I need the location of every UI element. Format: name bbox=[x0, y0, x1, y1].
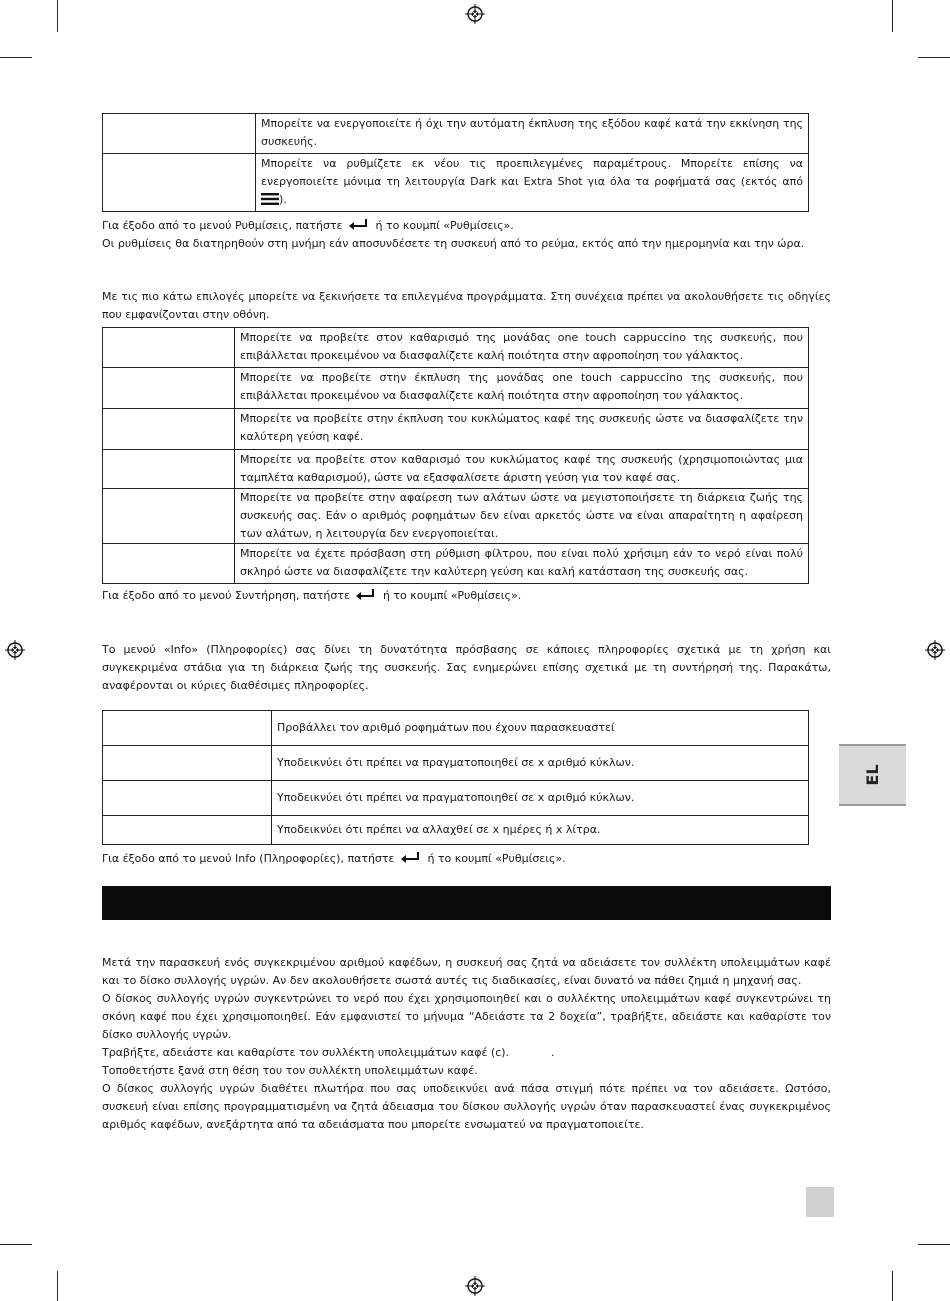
maintenance-key-cell bbox=[103, 409, 235, 450]
settings-table bbox=[102, 113, 809, 212]
maintenance-exit-note bbox=[102, 587, 831, 605]
maintenance-key-cell bbox=[103, 450, 235, 489]
table-row bbox=[103, 409, 809, 450]
emptying-paragraph-2: Ο δίσκος συλλογής υγρών συγκεντρώνει το νερό που έχει χρησιμοποιηθεί και ο συλλέκτης υπολειμμάτων καφέ συγκεντρώνει τη σκόνη καφέ που έχει χρησιμοποιηθεί. Εάν εμφανιστεί το μήνυμα “Αδειάστε τα 2 δοχεία”, τραβήξτε, αδειάστε και καθαρίστε τον δίσκο συλλογής υγρών. bbox=[102, 992, 831, 1041]
exit-note-text: Για έξοδο από το μενού Ρυθμίσεις, πατήστε bbox=[102, 219, 343, 232]
info-key-cell bbox=[103, 781, 272, 816]
info-intro: Το μενού «Info» (Πληροφορίες) σας δίνει τη δυνατότητα πρόσβασης σε κάποιες πληροφορίες σχετικά με τη χρήση και συγκεκριμένα στάδια για τη διάρκεια ζωής της συσκευής. Σας ενημερώνει επίσης σχετικά με τη συντήρησή της. Παρακάτω, αναφέρονται οι κύριες διαθέσιμες πληροφορίες. bbox=[102, 643, 831, 692]
emptying-text: . bbox=[551, 1046, 555, 1059]
table-row bbox=[103, 154, 809, 212]
table-row bbox=[103, 746, 809, 781]
info-exit-note bbox=[102, 850, 831, 868]
registration-mark-icon bbox=[5, 640, 25, 660]
section-header-bar bbox=[102, 886, 831, 920]
exit-note-text: Για έξοδο από το μενού Συντήρηση, πατήστε bbox=[102, 589, 350, 602]
maintenance-desc-cell: Μπορείτε να προβείτε στην έκπλυση του κυκλώματος καφέ της συσκευής ώστε να διασφαλίζετε την καλύτερη γεύση καφέ. bbox=[235, 409, 809, 450]
exit-note-text: ή το κουμπί «Ρυθμίσεις». bbox=[375, 219, 514, 232]
info-desc-cell: Υποδεικνύει ότι πρέπει να πραγματοποιηθεί σε x αριθμό κύκλων. bbox=[272, 781, 809, 816]
emptying-paragraph-4: Τοποθετήστε ξανά στη θέση του τον συλλέκτη υπολειμμάτων καφέ. bbox=[102, 1064, 478, 1077]
table-row bbox=[103, 114, 809, 154]
info-desc-cell: Υποδεικνύει ότι πρέπει να πραγματοποιηθεί σε x αριθμό κύκλων. bbox=[272, 746, 809, 781]
settings-desc-tail: ). bbox=[279, 193, 287, 206]
back-arrow-icon bbox=[401, 851, 421, 863]
maintenance-key-cell bbox=[103, 489, 235, 544]
maintenance-desc-cell: Μπορείτε να έχετε πρόσβαση στη ρύθμιση φίλτρου, που είναι πολύ χρήσιμη εάν το νερό είναι πολύ σκληρό ώστε να διασφαλίζετε την καλύτερη γεύση και καλή κατάσταση της συσκευής σας. bbox=[235, 544, 809, 584]
crop-mark bbox=[57, 0, 58, 32]
crop-mark bbox=[918, 1244, 950, 1245]
registration-mark-icon bbox=[465, 1276, 485, 1296]
exit-note-text: ή το κουμπί «Ρυθμίσεις». bbox=[427, 852, 566, 865]
language-tab bbox=[839, 744, 906, 806]
emptying-paragraph-1: Μετά την παρασκευή ενός συγκεκριμένου αριθμού καφέδων, η συσκευή σας ζητά να αδειάσετε τον συλλέκτη υπολειμμάτων καφέ και το δίσκο συλλογής υγρών. Αν δεν ακολουθήσετε σωστά αυτές τις διαδικασίες, είναι δυνατό να πάθει ζημιά η μηχανή σας. bbox=[102, 956, 831, 987]
back-arrow-icon bbox=[349, 218, 369, 230]
emptying-paragraph-5: Ο δίσκος συλλογής υγρών διαθέτει πλωτήρα που σας υποδεικνύει ανά πάσα στιγμή πότε πρέπει να τον αδειάσετε. Ωστόσο, συσκευή είναι επίσης προγραμματισμένη να ζητά άδειασμα του δίσκου συλλογής υγρών όταν παρασκευαστεί ένας συγκεκριμένος αριθμός καφέδων, ανεξάρτητα από τα αδειάσματα που μπορείτε ενσωματεύ να πραγματοποιείτε. bbox=[102, 1082, 831, 1131]
info-desc-cell: Υποδεικνύει ότι πρέπει να αλλαχθεί σε x ημέρες ή x λίτρα. bbox=[272, 816, 809, 845]
maintenance-desc-cell: Μπορείτε να προβείτε στην έκπλυση της μονάδας one touch cappuccino της συσκευής, που επιβάλλεται προκειμένου να διασφαλίζετε καλή ποιότητα στην αφροποίηση του γάλακτος. bbox=[235, 368, 809, 409]
settings-desc-text: Μπορείτε να ρυθμίζετε εκ νέου τις προεπιλεγμένες παραμέτρους. Μπορείτε επίσης να ενεργοποιείτε μόνιμα τη λειτουργία Dark και Extra Shot για όλα τα ροφήματά σας (εκτός από bbox=[261, 157, 803, 188]
crop-mark bbox=[0, 57, 32, 58]
emptying-paragraph-3 bbox=[102, 1044, 831, 1062]
maintenance-desc-cell: Μπορείτε να προβείτε στον καθαρισμό της μονάδας one touch cappuccino της συσκευής, που επιβάλλεται προκειμένου να διασφαλίζετε καλή ποιότητα στην αφροποίηση του γάλακτος. bbox=[235, 328, 809, 368]
table-row bbox=[103, 450, 809, 489]
maintenance-intro: Με τις πιο κάτω επιλογές μπορείτε να ξεκινήσετε τα επιλεγμένα προγράμματα. Στη συνέχεια πρέπει να ακολουθήσετε τις οδηγίες που εμφανίζονται στην οθόνη. bbox=[102, 290, 831, 321]
page-number-box bbox=[806, 1187, 834, 1217]
registration-mark-icon bbox=[925, 640, 945, 660]
maintenance-key-cell bbox=[103, 368, 235, 409]
settings-key-cell bbox=[103, 154, 256, 212]
menu-lines-icon bbox=[261, 193, 279, 205]
table-row bbox=[103, 781, 809, 816]
info-key-cell bbox=[103, 816, 272, 845]
registration-mark-icon bbox=[465, 4, 485, 24]
language-tab-label: EL bbox=[862, 764, 882, 786]
info-table bbox=[102, 710, 809, 845]
crop-mark bbox=[892, 1271, 893, 1301]
back-arrow-icon bbox=[356, 588, 376, 600]
maintenance-table bbox=[102, 327, 809, 584]
exit-note-text: ή το κουμπί «Ρυθμίσεις». bbox=[382, 589, 522, 602]
settings-desc-cell: Μπορείτε να ενεργοποιείτε ή όχι την αυτόματη έκπλυση της εξόδου καφέ κατά την εκκίνηση της συσκευής. bbox=[256, 114, 809, 154]
maintenance-key-cell bbox=[103, 328, 235, 368]
maintenance-desc-cell: Μπορείτε να προβείτε στην αφαίρεση των αλάτων ώστε να μεγιστοποιήσετε τη διάρκεια ζωής της συσκευής σας. Εάν ο αριθμός ροφημάτων δεν είναι αρκετός ώστε να είναι απαραίτητη η αφαίρεση των αλάτων, η λειτουργία δεν ενεργοποιείται. bbox=[235, 489, 809, 544]
settings-memory-note: Οι ρυθμίσεις θα διατηρηθούν στη μνήμη εάν αποσυνδέσετε τη συσκευή από το ρεύμα, εκτός από την ημερομηνία και την ώρα. bbox=[102, 237, 805, 250]
info-key-cell bbox=[103, 711, 272, 746]
info-key-cell bbox=[103, 746, 272, 781]
info-desc-cell: Προβάλλει τον αριθμό ροφημάτων που έχουν παρασκευαστεί bbox=[272, 711, 809, 746]
crop-mark bbox=[0, 1244, 32, 1245]
emptying-text: Τραβήξτε, αδειάστε και καθαρίστε τον συλλέκτη υπολειμμάτων καφέ (c). bbox=[102, 1046, 510, 1059]
table-row bbox=[103, 544, 809, 584]
settings-desc-cell bbox=[256, 154, 809, 212]
maintenance-desc-cell: Μπορείτε να προβείτε στον καθαρισμό του κυκλώματος καφέ της συσκευής (χρησιμοποιώντας μια ταμπλέτα καθαρισμού), ώστε να εξασφαλίσετε άριστη γεύση για τον καφέ σας. bbox=[235, 450, 809, 489]
maintenance-key-cell bbox=[103, 544, 235, 584]
table-row bbox=[103, 711, 809, 746]
table-row bbox=[103, 489, 809, 544]
table-row bbox=[103, 816, 809, 845]
crop-mark bbox=[892, 0, 893, 32]
crop-mark bbox=[57, 1271, 58, 1301]
table-row bbox=[103, 368, 809, 409]
table-row bbox=[103, 328, 809, 368]
settings-exit-note bbox=[102, 217, 831, 235]
settings-key-cell bbox=[103, 114, 256, 154]
exit-note-text: Για έξοδο από το μενού Info (Πληροφορίες), πατήστε bbox=[102, 852, 395, 865]
crop-mark bbox=[918, 57, 950, 58]
